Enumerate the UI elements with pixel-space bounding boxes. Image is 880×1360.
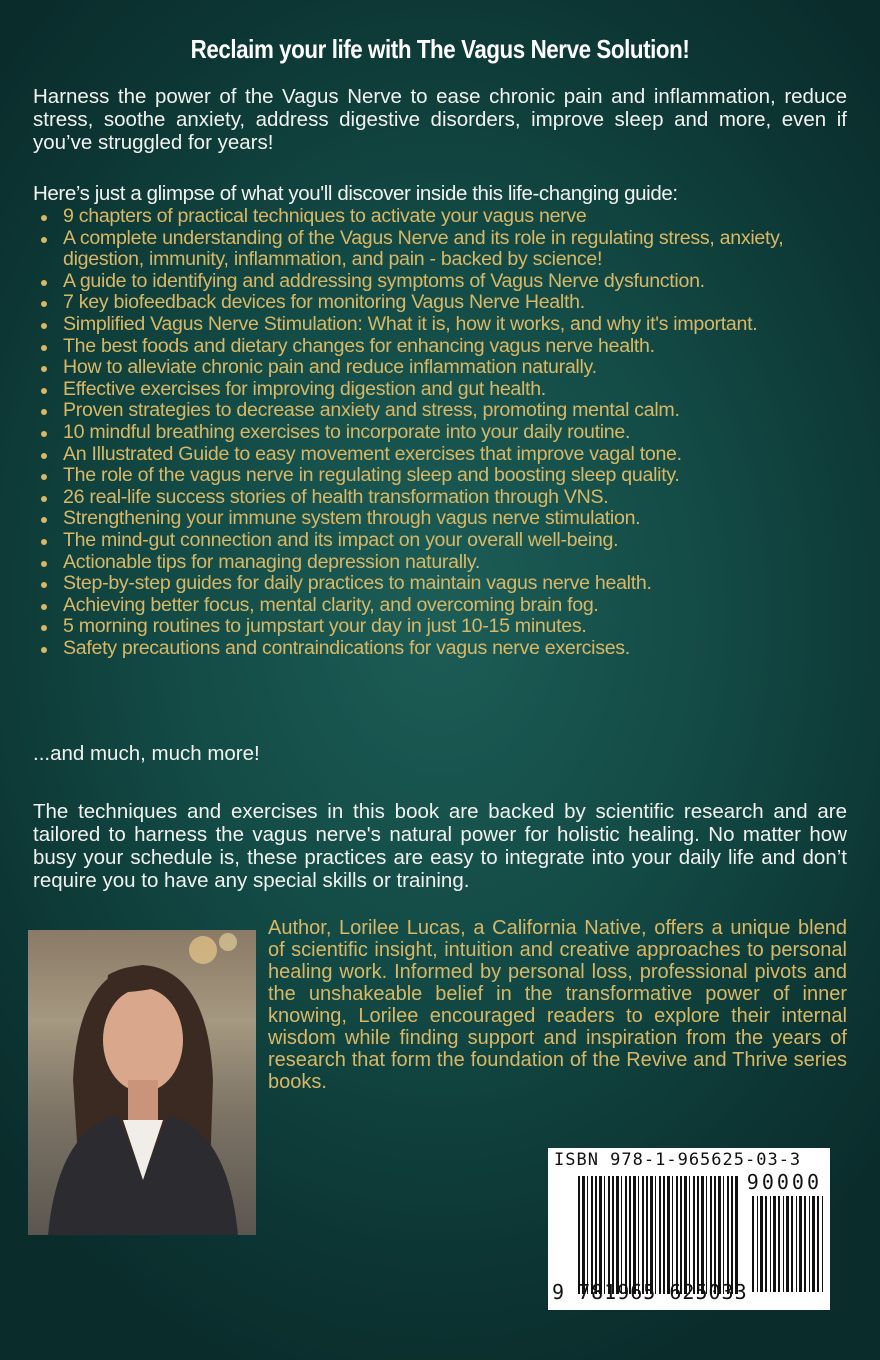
intro-paragraph: Harness the power of the Vagus Nerve to ease chronic pain and inflammation, reduce stress, soothe anxiety, address digestive disorders, improve sleep and more, even if you’ve struggled for years! <box>33 85 847 154</box>
feature-item: Safety precautions and contraindications for vagus nerve exercises. <box>33 638 833 660</box>
feature-item: Effective exercises for improving digestion and gut health. <box>33 379 833 401</box>
feature-item: A complete understanding of the Vagus Nerve and its role in regulating stress, anxiety, digestion, immunity, inflammation, and pain - backed by science! <box>33 228 833 271</box>
barcode-bars <box>578 1176 738 1294</box>
feature-item: The best foods and dietary changes for enhancing vagus nerve health. <box>33 336 833 358</box>
cover-headline: Reclaim your life with The Vagus Nerve Solution! <box>190 34 690 64</box>
feature-item: 26 real-life success stories of health transformation through VNS. <box>33 487 833 509</box>
closing-paragraph: The techniques and exercises in this book are backed by scientific research and are tailored to harness the vagus nerve's natural power for holistic healing. No matter how busy your schedule is, these practices are easy to integrate into your daily life and don’t require you to have any special skills or training. <box>33 800 847 892</box>
feature-item: An Illustrated Guide to easy movement exercises that improve vagal tone. <box>33 444 833 466</box>
feature-item: 7 key biofeedback devices for monitoring Vagus Nerve Health. <box>33 292 833 314</box>
list-intro: Here’s just a glimpse of what you'll discover inside this life-changing guide: <box>33 182 678 205</box>
feature-item: The mind-gut connection and its impact on your overall well-being. <box>33 530 833 552</box>
isbn-text: ISBN 978-1-965625-03-3 <box>554 1150 802 1170</box>
feature-item: 5 morning routines to jumpstart your day in just 10-15 minutes. <box>33 616 833 638</box>
isbn-barcode <box>548 1148 830 1310</box>
feature-item: Strengthening your immune system through vagus nerve stimulation. <box>33 508 833 530</box>
feature-list <box>33 206 833 659</box>
feature-item: A guide to identifying and addressing symptoms of Vagus Nerve dysfunction. <box>33 271 833 293</box>
price-addon-text: 90000 <box>746 1170 822 1194</box>
feature-item: Simplified Vagus Nerve Stimulation: What it is, how it works, and why it's important. <box>33 314 833 336</box>
feature-item: Step-by-step guides for daily practices to maintain vagus nerve health. <box>33 573 833 595</box>
and-more-text: ...and much, much more! <box>33 742 260 765</box>
feature-item: 10 mindful breathing exercises to incorporate into your daily routine. <box>33 422 833 444</box>
feature-item: Achieving better focus, mental clarity, and overcoming brain fog. <box>33 595 833 617</box>
feature-item: How to alleviate chronic pain and reduce inflammation naturally. <box>33 357 833 379</box>
author-bio: Author, Lorilee Lucas, a California Native, offers a unique blend of scientific insight, intuition and creative approaches to personal healing work. Informed by personal loss, professional pivots and the unshakeable belief in the transformative power of inner knowing, Lorilee encouraged readers to explore their internal wisdom while finding support and inspiration from the years of research that form the foundation of the Revive and Thrive series books. <box>268 917 847 1093</box>
author-photo <box>28 930 256 1235</box>
feature-item: The role of the vagus nerve in regulating sleep and boosting sleep quality. <box>33 465 833 487</box>
feature-item: Proven strategies to decrease anxiety and stress, promoting mental calm. <box>33 400 833 422</box>
addon-bars <box>752 1196 824 1292</box>
feature-item: 9 chapters of practical techniques to activate your vagus nerve <box>33 206 833 228</box>
ean-text: 9 781965 625033 <box>552 1280 748 1304</box>
feature-item: Actionable tips for managing depression naturally. <box>33 552 833 574</box>
